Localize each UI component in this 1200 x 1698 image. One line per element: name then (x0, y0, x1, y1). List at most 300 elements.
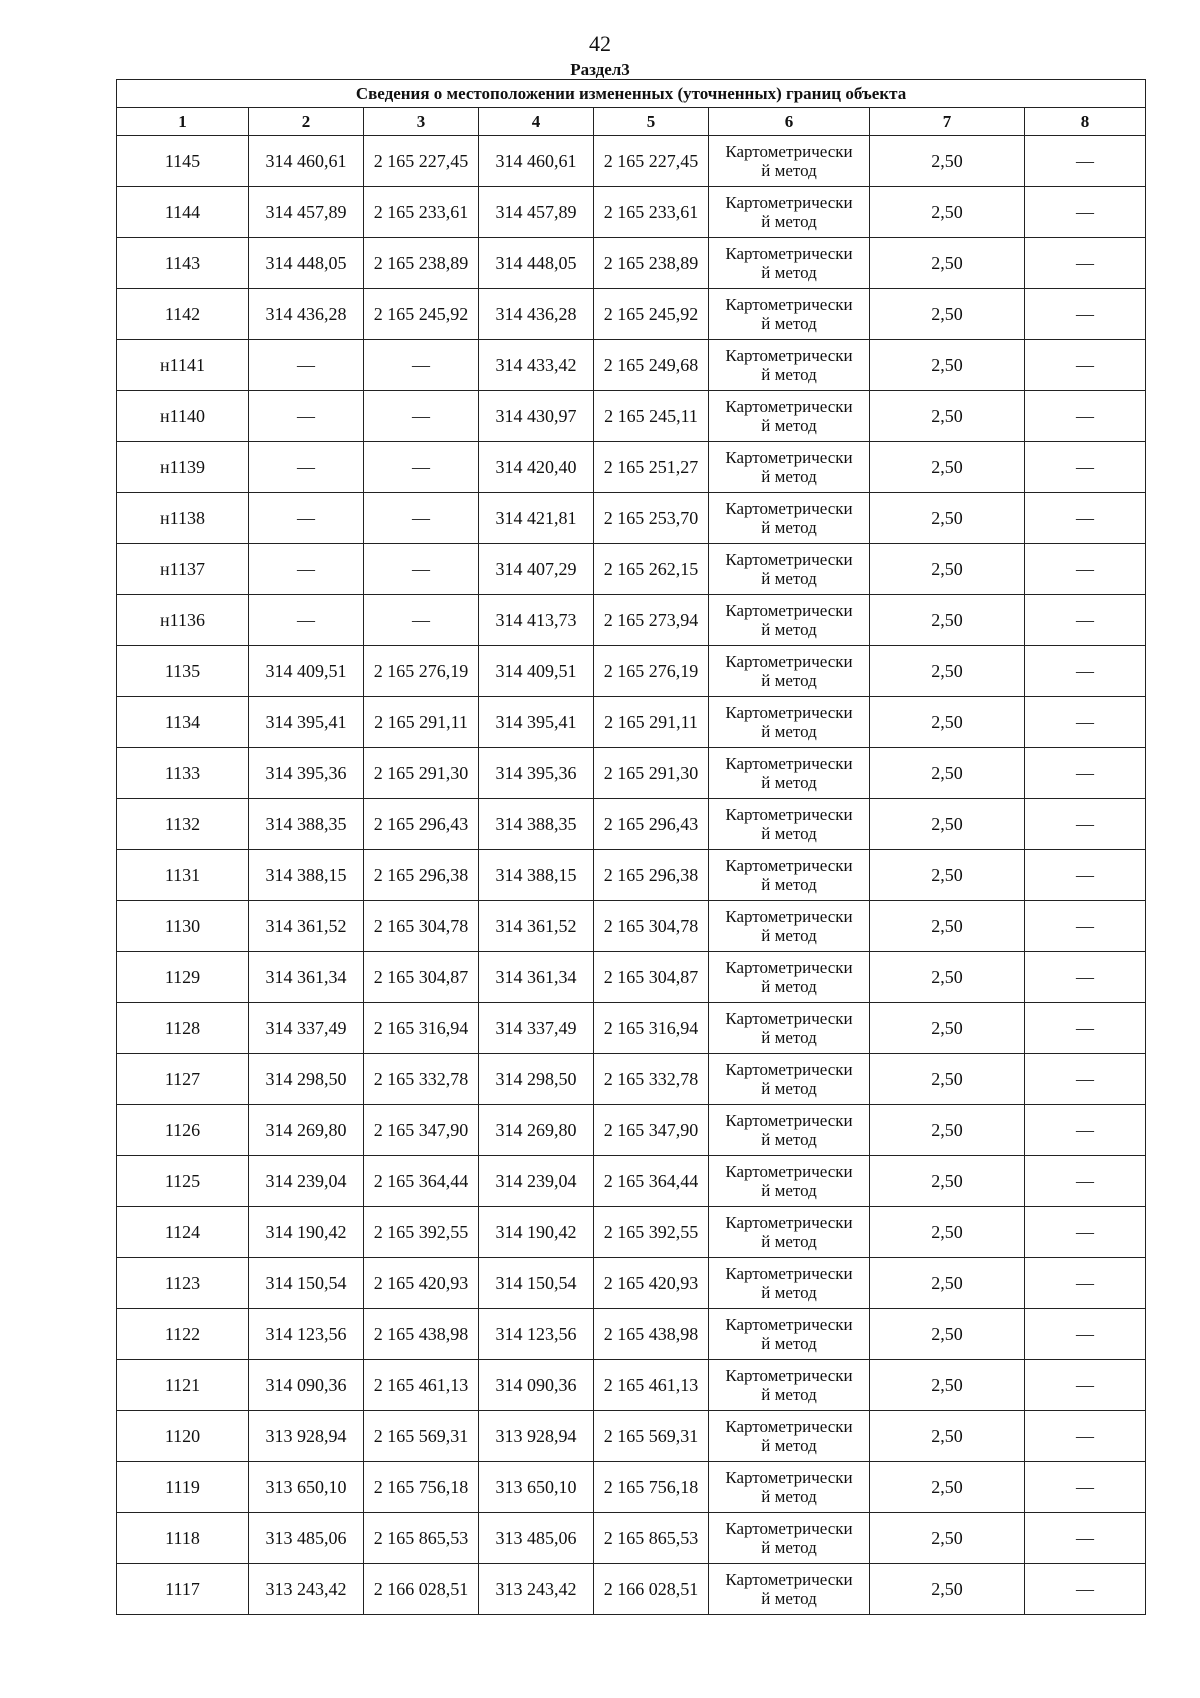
updated-y-cell: 2 165 304,87 (594, 952, 709, 1003)
description-cell: — (1025, 1258, 1146, 1309)
method-line: й метод (761, 1487, 817, 1506)
updated-x-cell: 314 448,05 (479, 238, 594, 289)
updated-x-cell: 313 485,06 (479, 1513, 594, 1564)
existing-x-cell: 314 090,36 (249, 1360, 364, 1411)
accuracy-cell: 2,50 (870, 1003, 1025, 1054)
table-row (117, 1564, 1146, 1615)
existing-y-cell: — (364, 595, 479, 646)
point-number-cell: 1124 (117, 1207, 249, 1258)
accuracy-cell: 2,50 (870, 952, 1025, 1003)
existing-y-cell: 2 165 296,38 (364, 850, 479, 901)
updated-y-cell: 2 165 276,19 (594, 646, 709, 697)
existing-y-cell: 2 165 296,43 (364, 799, 479, 850)
updated-x-cell: 314 298,50 (479, 1054, 594, 1105)
point-number-cell: 1126 (117, 1105, 249, 1156)
updated-y-cell: 2 165 364,44 (594, 1156, 709, 1207)
accuracy-cell: 2,50 (870, 595, 1025, 646)
accuracy-cell: 2,50 (870, 442, 1025, 493)
point-number-cell: 1117 (117, 1564, 249, 1615)
updated-y-cell: 2 165 262,15 (594, 544, 709, 595)
point-number-cell: 1118 (117, 1513, 249, 1564)
updated-y-cell: 2 165 245,11 (594, 391, 709, 442)
method-cell (709, 1411, 870, 1462)
method-line: й метод (761, 1538, 817, 1557)
description-cell: — (1025, 1054, 1146, 1105)
updated-x-cell: 314 395,36 (479, 748, 594, 799)
existing-x-cell: 314 190,42 (249, 1207, 364, 1258)
point-number-cell: н1137 (117, 544, 249, 595)
method-line: Картометрически (725, 142, 853, 161)
accuracy-cell: 2,50 (870, 493, 1025, 544)
boundary-coordinates-table (116, 79, 1146, 1615)
description-cell: — (1025, 1207, 1146, 1258)
table-row (117, 1003, 1146, 1054)
existing-y-cell: 2 165 332,78 (364, 1054, 479, 1105)
column-header-row (117, 108, 1146, 136)
point-number-cell: 1132 (117, 799, 249, 850)
method-cell (709, 136, 870, 187)
updated-x-cell: 314 090,36 (479, 1360, 594, 1411)
method-cell (709, 697, 870, 748)
point-number-cell: 1145 (117, 136, 249, 187)
description-cell: — (1025, 238, 1146, 289)
accuracy-cell: 2,50 (870, 340, 1025, 391)
method-line: Картометрически (725, 805, 853, 824)
method-line: й метод (761, 212, 817, 231)
table-row (117, 646, 1146, 697)
accuracy-cell: 2,50 (870, 1207, 1025, 1258)
existing-y-cell: 2 165 238,89 (364, 238, 479, 289)
method-line: й метод (761, 518, 817, 537)
table-row (117, 595, 1146, 646)
table-row (117, 340, 1146, 391)
method-line: Картометрически (725, 1315, 853, 1334)
point-number-cell: 1133 (117, 748, 249, 799)
description-cell: — (1025, 952, 1146, 1003)
method-line: Картометрически (725, 703, 853, 722)
description-cell: — (1025, 1003, 1146, 1054)
method-cell (709, 1564, 870, 1615)
table-caption-row (117, 80, 1146, 108)
method-line: й метод (761, 671, 817, 690)
existing-x-cell: 314 239,04 (249, 1156, 364, 1207)
method-line: й метод (761, 773, 817, 792)
updated-y-cell: 2 165 296,43 (594, 799, 709, 850)
updated-y-cell: 2 165 304,78 (594, 901, 709, 952)
method-line: й метод (761, 1130, 817, 1149)
point-number-cell: 1128 (117, 1003, 249, 1054)
method-cell (709, 238, 870, 289)
existing-y-cell: 2 165 364,44 (364, 1156, 479, 1207)
method-line: й метод (761, 875, 817, 894)
updated-x-cell: 313 243,42 (479, 1564, 594, 1615)
existing-x-cell: 314 457,89 (249, 187, 364, 238)
method-line: Картометрически (725, 295, 853, 314)
description-cell: — (1025, 1564, 1146, 1615)
description-cell: — (1025, 493, 1146, 544)
existing-x-cell: 313 243,42 (249, 1564, 364, 1615)
existing-x-cell: 314 269,80 (249, 1105, 364, 1156)
updated-y-cell: 2 165 569,31 (594, 1411, 709, 1462)
description-cell: — (1025, 1462, 1146, 1513)
updated-x-cell: 314 407,29 (479, 544, 594, 595)
point-number-cell: 1130 (117, 901, 249, 952)
accuracy-cell: 2,50 (870, 1513, 1025, 1564)
existing-x-cell: — (249, 493, 364, 544)
accuracy-cell: 2,50 (870, 1360, 1025, 1411)
existing-y-cell: 2 165 233,61 (364, 187, 479, 238)
method-line: й метод (761, 620, 817, 639)
accuracy-cell: 2,50 (870, 1462, 1025, 1513)
existing-x-cell: 314 388,35 (249, 799, 364, 850)
existing-x-cell: 314 123,56 (249, 1309, 364, 1360)
description-cell: — (1025, 799, 1146, 850)
method-line: Картометрически (725, 346, 853, 365)
point-number-cell: н1139 (117, 442, 249, 493)
description-cell: — (1025, 340, 1146, 391)
table-row (117, 1360, 1146, 1411)
updated-y-cell: 2 165 347,90 (594, 1105, 709, 1156)
existing-y-cell: 2 165 392,55 (364, 1207, 479, 1258)
accuracy-cell: 2,50 (870, 901, 1025, 952)
existing-x-cell: — (249, 544, 364, 595)
method-cell (709, 952, 870, 1003)
method-line: Картометрически (725, 958, 853, 977)
existing-y-cell: 2 165 316,94 (364, 1003, 479, 1054)
method-line: Картометрически (725, 397, 853, 416)
page-number: 42 (589, 31, 611, 56)
table-row (117, 493, 1146, 544)
description-cell: — (1025, 289, 1146, 340)
table-row (117, 748, 1146, 799)
table-row (117, 1258, 1146, 1309)
updated-y-cell: 2 165 420,93 (594, 1258, 709, 1309)
table-row (117, 1105, 1146, 1156)
updated-x-cell: 314 433,42 (479, 340, 594, 391)
table-row (117, 1411, 1146, 1462)
method-line: Картометрически (725, 1417, 853, 1436)
accuracy-cell: 2,50 (870, 1105, 1025, 1156)
existing-x-cell: 314 361,34 (249, 952, 364, 1003)
point-number-cell: н1136 (117, 595, 249, 646)
table-row (117, 1207, 1146, 1258)
existing-x-cell: 314 409,51 (249, 646, 364, 697)
description-cell: — (1025, 136, 1146, 187)
method-cell (709, 1105, 870, 1156)
existing-y-cell: — (364, 493, 479, 544)
method-cell (709, 1156, 870, 1207)
method-line: й метод (761, 824, 817, 843)
method-cell (709, 1309, 870, 1360)
existing-x-cell: 314 337,49 (249, 1003, 364, 1054)
updated-y-cell: 2 165 332,78 (594, 1054, 709, 1105)
accuracy-cell: 2,50 (870, 850, 1025, 901)
point-number-cell: 1127 (117, 1054, 249, 1105)
method-line: й метод (761, 569, 817, 588)
method-line: й метод (761, 926, 817, 945)
updated-x-cell: 314 123,56 (479, 1309, 594, 1360)
description-cell: — (1025, 1156, 1146, 1207)
updated-x-cell: 314 361,52 (479, 901, 594, 952)
description-cell: — (1025, 646, 1146, 697)
accuracy-cell: 2,50 (870, 1411, 1025, 1462)
existing-x-cell: — (249, 595, 364, 646)
point-number-cell: 1135 (117, 646, 249, 697)
updated-x-cell: 314 460,61 (479, 136, 594, 187)
method-line: Картометрически (725, 1366, 853, 1385)
description-cell: — (1025, 748, 1146, 799)
updated-x-cell: 314 239,04 (479, 1156, 594, 1207)
accuracy-cell: 2,50 (870, 1156, 1025, 1207)
point-number-cell: н1138 (117, 493, 249, 544)
method-line: й метод (761, 1028, 817, 1047)
method-line: й метод (761, 263, 817, 282)
method-line: й метод (761, 1589, 817, 1608)
updated-x-cell: 314 430,97 (479, 391, 594, 442)
updated-y-cell: 2 165 296,38 (594, 850, 709, 901)
existing-y-cell: 2 165 304,87 (364, 952, 479, 1003)
method-line: Картометрически (725, 1162, 853, 1181)
existing-y-cell: — (364, 391, 479, 442)
accuracy-cell: 2,50 (870, 1564, 1025, 1615)
description-cell: — (1025, 544, 1146, 595)
method-cell (709, 1462, 870, 1513)
table-row (117, 952, 1146, 1003)
column-header: 8 (1025, 108, 1146, 136)
updated-x-cell: 314 436,28 (479, 289, 594, 340)
description-cell: — (1025, 850, 1146, 901)
accuracy-cell: 2,50 (870, 187, 1025, 238)
table-row (117, 238, 1146, 289)
method-cell (709, 1360, 870, 1411)
existing-y-cell: 2 165 304,78 (364, 901, 479, 952)
column-header: 5 (594, 108, 709, 136)
accuracy-cell: 2,50 (870, 646, 1025, 697)
accuracy-cell: 2,50 (870, 136, 1025, 187)
updated-y-cell: 2 165 392,55 (594, 1207, 709, 1258)
method-line: Картометрически (725, 754, 853, 773)
method-line: Картометрически (725, 1009, 853, 1028)
method-cell (709, 340, 870, 391)
existing-y-cell: — (364, 340, 479, 391)
method-line: й метод (761, 1436, 817, 1455)
description-cell: — (1025, 187, 1146, 238)
method-cell (709, 901, 870, 952)
method-line: й метод (761, 467, 817, 486)
point-number-cell: н1140 (117, 391, 249, 442)
updated-x-cell: 314 361,34 (479, 952, 594, 1003)
point-number-cell: 1121 (117, 1360, 249, 1411)
accuracy-cell: 2,50 (870, 748, 1025, 799)
existing-y-cell: 2 165 276,19 (364, 646, 479, 697)
table-row (117, 1462, 1146, 1513)
method-line: Картометрически (725, 1060, 853, 1079)
description-cell: — (1025, 1105, 1146, 1156)
existing-y-cell: 2 165 569,31 (364, 1411, 479, 1462)
table-row (117, 1156, 1146, 1207)
table-row (117, 136, 1146, 187)
method-line: Картометрически (725, 1213, 853, 1232)
updated-x-cell: 314 420,40 (479, 442, 594, 493)
existing-x-cell: 313 928,94 (249, 1411, 364, 1462)
table-body (117, 136, 1146, 1615)
updated-x-cell: 313 650,10 (479, 1462, 594, 1513)
method-cell (709, 799, 870, 850)
method-line: Картометрически (725, 907, 853, 926)
updated-y-cell: 2 165 227,45 (594, 136, 709, 187)
updated-y-cell: 2 165 865,53 (594, 1513, 709, 1564)
method-line: й метод (761, 1385, 817, 1404)
updated-y-cell: 2 165 316,94 (594, 1003, 709, 1054)
method-cell (709, 1513, 870, 1564)
method-cell (709, 748, 870, 799)
method-line: й метод (761, 1232, 817, 1251)
method-line: Картометрически (725, 244, 853, 263)
point-number-cell: 1122 (117, 1309, 249, 1360)
updated-x-cell: 314 150,54 (479, 1258, 594, 1309)
point-number-cell: 1131 (117, 850, 249, 901)
table-row (117, 901, 1146, 952)
updated-x-cell: 314 337,49 (479, 1003, 594, 1054)
method-line: й метод (761, 1181, 817, 1200)
updated-y-cell: 2 165 245,92 (594, 289, 709, 340)
existing-y-cell: — (364, 544, 479, 595)
point-number-cell: 1125 (117, 1156, 249, 1207)
table-row (117, 1054, 1146, 1105)
existing-y-cell: 2 165 420,93 (364, 1258, 479, 1309)
updated-x-cell: 314 421,81 (479, 493, 594, 544)
method-line: й метод (761, 365, 817, 384)
existing-x-cell: 314 448,05 (249, 238, 364, 289)
method-cell (709, 1207, 870, 1258)
existing-x-cell: 314 388,15 (249, 850, 364, 901)
column-header: 1 (117, 108, 249, 136)
method-cell (709, 646, 870, 697)
accuracy-cell: 2,50 (870, 289, 1025, 340)
updated-y-cell: 2 165 251,27 (594, 442, 709, 493)
point-number-cell: 1120 (117, 1411, 249, 1462)
column-header: 3 (364, 108, 479, 136)
description-cell: — (1025, 391, 1146, 442)
column-header: 6 (709, 108, 870, 136)
updated-y-cell: 2 165 291,30 (594, 748, 709, 799)
existing-x-cell: 314 436,28 (249, 289, 364, 340)
description-cell: — (1025, 595, 1146, 646)
method-cell (709, 493, 870, 544)
updated-x-cell: 314 457,89 (479, 187, 594, 238)
accuracy-cell: 2,50 (870, 391, 1025, 442)
method-cell (709, 1003, 870, 1054)
point-number-cell: 1144 (117, 187, 249, 238)
updated-x-cell: 314 190,42 (479, 1207, 594, 1258)
table-row (117, 1513, 1146, 1564)
table-row (117, 391, 1146, 442)
updated-x-cell: 314 388,15 (479, 850, 594, 901)
method-line: Картометрически (725, 193, 853, 212)
updated-y-cell: 2 165 756,18 (594, 1462, 709, 1513)
method-line: Картометрически (725, 856, 853, 875)
accuracy-cell: 2,50 (870, 799, 1025, 850)
method-line: й метод (761, 416, 817, 435)
updated-y-cell: 2 165 273,94 (594, 595, 709, 646)
method-line: й метод (761, 161, 817, 180)
method-cell (709, 187, 870, 238)
updated-y-cell: 2 165 461,13 (594, 1360, 709, 1411)
section-title: Раздел3 (570, 60, 630, 79)
existing-y-cell: 2 165 756,18 (364, 1462, 479, 1513)
existing-x-cell: 313 650,10 (249, 1462, 364, 1513)
accuracy-cell: 2,50 (870, 544, 1025, 595)
point-number-cell: 1134 (117, 697, 249, 748)
method-line: Картометрически (725, 1519, 853, 1538)
existing-x-cell: 314 395,36 (249, 748, 364, 799)
existing-x-cell: — (249, 340, 364, 391)
existing-x-cell: 313 485,06 (249, 1513, 364, 1564)
accuracy-cell: 2,50 (870, 1309, 1025, 1360)
updated-y-cell: 2 165 233,61 (594, 187, 709, 238)
column-header: 4 (479, 108, 594, 136)
description-cell: — (1025, 697, 1146, 748)
existing-x-cell: 314 361,52 (249, 901, 364, 952)
method-line: Картометрически (725, 499, 853, 518)
table-row (117, 1309, 1146, 1360)
updated-x-cell: 313 928,94 (479, 1411, 594, 1462)
existing-y-cell: 2 165 291,11 (364, 697, 479, 748)
method-cell (709, 1054, 870, 1105)
updated-y-cell: 2 166 028,51 (594, 1564, 709, 1615)
method-line: Картометрически (725, 550, 853, 569)
method-cell (709, 442, 870, 493)
method-line: й метод (761, 1334, 817, 1353)
table-row (117, 187, 1146, 238)
existing-y-cell: 2 165 291,30 (364, 748, 479, 799)
accuracy-cell: 2,50 (870, 1054, 1025, 1105)
method-line: й метод (761, 1283, 817, 1302)
updated-y-cell: 2 165 249,68 (594, 340, 709, 391)
description-cell: — (1025, 442, 1146, 493)
updated-x-cell: 314 395,41 (479, 697, 594, 748)
method-line: Картометрически (725, 652, 853, 671)
point-number-cell: 1142 (117, 289, 249, 340)
method-line: Картометрически (725, 1468, 853, 1487)
updated-y-cell: 2 165 253,70 (594, 493, 709, 544)
existing-x-cell: — (249, 391, 364, 442)
method-cell (709, 544, 870, 595)
method-line: й метод (761, 314, 817, 333)
existing-y-cell: 2 165 461,13 (364, 1360, 479, 1411)
description-cell: — (1025, 1411, 1146, 1462)
description-cell: — (1025, 1360, 1146, 1411)
existing-x-cell: 314 395,41 (249, 697, 364, 748)
method-line: й метод (761, 977, 817, 996)
existing-y-cell: 2 165 438,98 (364, 1309, 479, 1360)
method-line: Картометрически (725, 601, 853, 620)
table-row (117, 442, 1146, 493)
updated-x-cell: 314 413,73 (479, 595, 594, 646)
existing-x-cell: 314 460,61 (249, 136, 364, 187)
method-line: Картометрически (725, 1264, 853, 1283)
updated-y-cell: 2 165 438,98 (594, 1309, 709, 1360)
existing-y-cell: 2 165 245,92 (364, 289, 479, 340)
existing-y-cell: — (364, 442, 479, 493)
accuracy-cell: 2,50 (870, 697, 1025, 748)
existing-y-cell: 2 165 865,53 (364, 1513, 479, 1564)
accuracy-cell: 2,50 (870, 1258, 1025, 1309)
table-row (117, 544, 1146, 595)
existing-x-cell: 314 298,50 (249, 1054, 364, 1105)
column-header: 2 (249, 108, 364, 136)
point-number-cell: 1129 (117, 952, 249, 1003)
